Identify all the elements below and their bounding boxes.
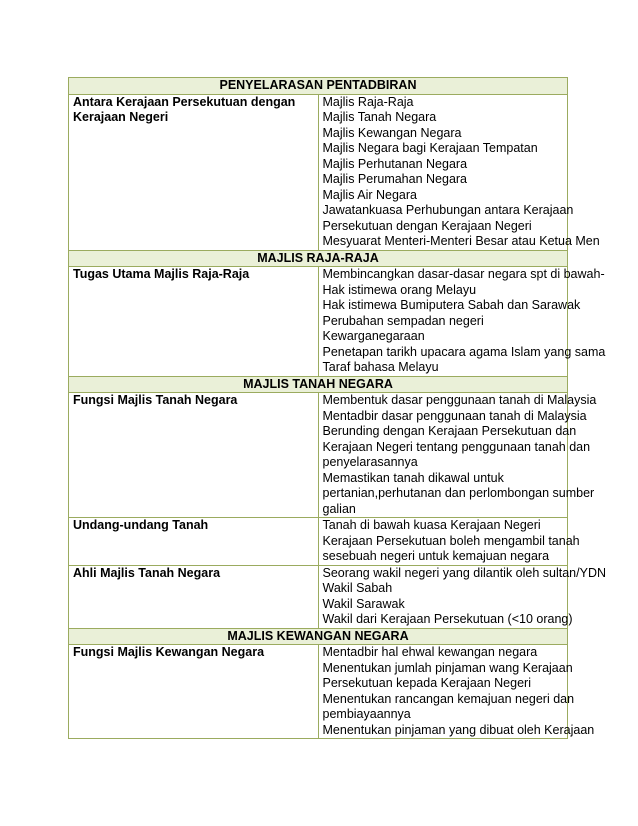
value-line: Majlis Raja-Raja	[322, 94, 414, 109]
section-header-row	[69, 376, 568, 393]
document-table	[68, 77, 606, 739]
value-line: Mesyuarat Menteri-Menteri Besar atau Ketua Men	[322, 234, 600, 248]
table-row	[69, 565, 568, 628]
table-row	[69, 267, 568, 377]
value-line: Menentukan jumlah pinjaman wang Kerajaan	[322, 660, 573, 675]
section-title: MAJLIS KEWANGAN NEGARA	[69, 628, 568, 645]
row-label: Fungsi Majlis Kewangan Negara	[69, 645, 319, 739]
row-label: Fungsi Majlis Tanah Negara	[69, 393, 319, 518]
value-line: pertanian,perhutanan dan perlombongan sumber	[322, 486, 595, 500]
value-line: galian	[322, 501, 356, 516]
section-header-row	[69, 628, 568, 645]
value-line: Membincangkan dasar-dasar negara spt di bawah-	[322, 267, 605, 281]
value-line: Hak istimewa Bumiputera Sabah dan Sarawak	[322, 298, 581, 312]
document-table-body	[69, 78, 606, 739]
row-label: Undang-undang Tanah	[69, 518, 319, 566]
value-line: penyelarasannya	[322, 455, 418, 469]
value-line: pembiayaannya	[322, 707, 411, 721]
value-line: Taraf bahasa Melayu	[322, 360, 439, 374]
value-line: Majlis Perhutanan Negara	[322, 156, 468, 171]
value-line: Berunding dengan Kerajaan Persekutuan dan	[322, 424, 577, 438]
row-value	[318, 393, 597, 518]
section-title: MAJLIS RAJA-RAJA	[69, 250, 568, 267]
row-label: Tugas Utama Majlis Raja-Raja	[69, 267, 319, 377]
value-line: Perubahan sempadan negeri	[322, 313, 484, 328]
table-row	[69, 518, 568, 566]
value-line: Majlis Tanah Negara	[322, 110, 437, 124]
table-row	[69, 393, 568, 518]
value-line: Mentadbir hal ehwal kewangan negara	[322, 645, 538, 659]
table-row	[69, 94, 568, 250]
value-line: Majlis Air Negara	[322, 187, 417, 202]
value-line: sesebuah negeri untuk kemajuan negara	[322, 549, 550, 563]
section-header-row	[69, 250, 568, 267]
value-line: Tanah di bawah kuasa Kerajaan Negeri	[322, 518, 541, 532]
value-line: Wakil Sabah	[322, 581, 393, 595]
row-label: Ahli Majlis Tanah Negara	[69, 565, 319, 628]
value-line: Persekutuan dengan Kerajaan Negeri	[322, 218, 532, 233]
value-line: Memastikan tanah dikawal untuk	[322, 470, 504, 485]
section-title: MAJLIS TANAH NEGARA	[69, 376, 568, 393]
value-line: Kerajaan Negeri tentang penggunaan tanah dan	[322, 439, 591, 454]
value-line: Wakil Sarawak	[322, 596, 405, 611]
value-line: Wakil dari Kerajaan Persekutuan (<10 orang)	[322, 612, 573, 626]
section-header-row	[69, 78, 568, 95]
value-line: Mentadbir dasar penggunaan tanah di Malaysia	[322, 408, 587, 423]
value-line: Membentuk dasar penggunaan tanah di Malaysia	[322, 393, 597, 407]
row-value	[318, 645, 595, 739]
row-value	[318, 267, 606, 377]
value-line: Menentukan pinjaman yang dibuat oleh Kerajaan	[322, 722, 595, 737]
value-line: Menentukan rancangan kemajuan negeri dan	[322, 691, 575, 706]
row-label: Antara Kerajaan Persekutuan dengan Kerajaan Negeri	[69, 94, 319, 250]
value-line: Jawatankuasa Perhubungan antara Kerajaan	[322, 203, 574, 217]
value-line: Hak istimewa orang Melayu	[322, 282, 477, 297]
row-value	[318, 518, 580, 566]
table-row	[69, 645, 568, 739]
value-line: Majlis Kewangan Negara	[322, 125, 462, 140]
value-line: Kewarganegaraan	[322, 329, 425, 343]
row-value	[318, 94, 600, 250]
value-line: Penetapan tarikh upacara agama Islam yang sama	[322, 344, 606, 359]
value-line: Seorang wakil negeri yang dilantik oleh sultan/YDN	[322, 565, 606, 580]
row-value	[318, 565, 606, 628]
value-line: Majlis Negara bagi Kerajaan Tempatan	[322, 141, 538, 155]
value-line: Kerajaan Persekutuan boleh mengambil tanah	[322, 533, 580, 548]
section-title: PENYELARASAN PENTADBIRAN	[69, 78, 568, 95]
value-line: Majlis Perumahan Negara	[322, 172, 468, 186]
value-line: Persekutuan kepada Kerajaan Negeri	[322, 676, 531, 690]
